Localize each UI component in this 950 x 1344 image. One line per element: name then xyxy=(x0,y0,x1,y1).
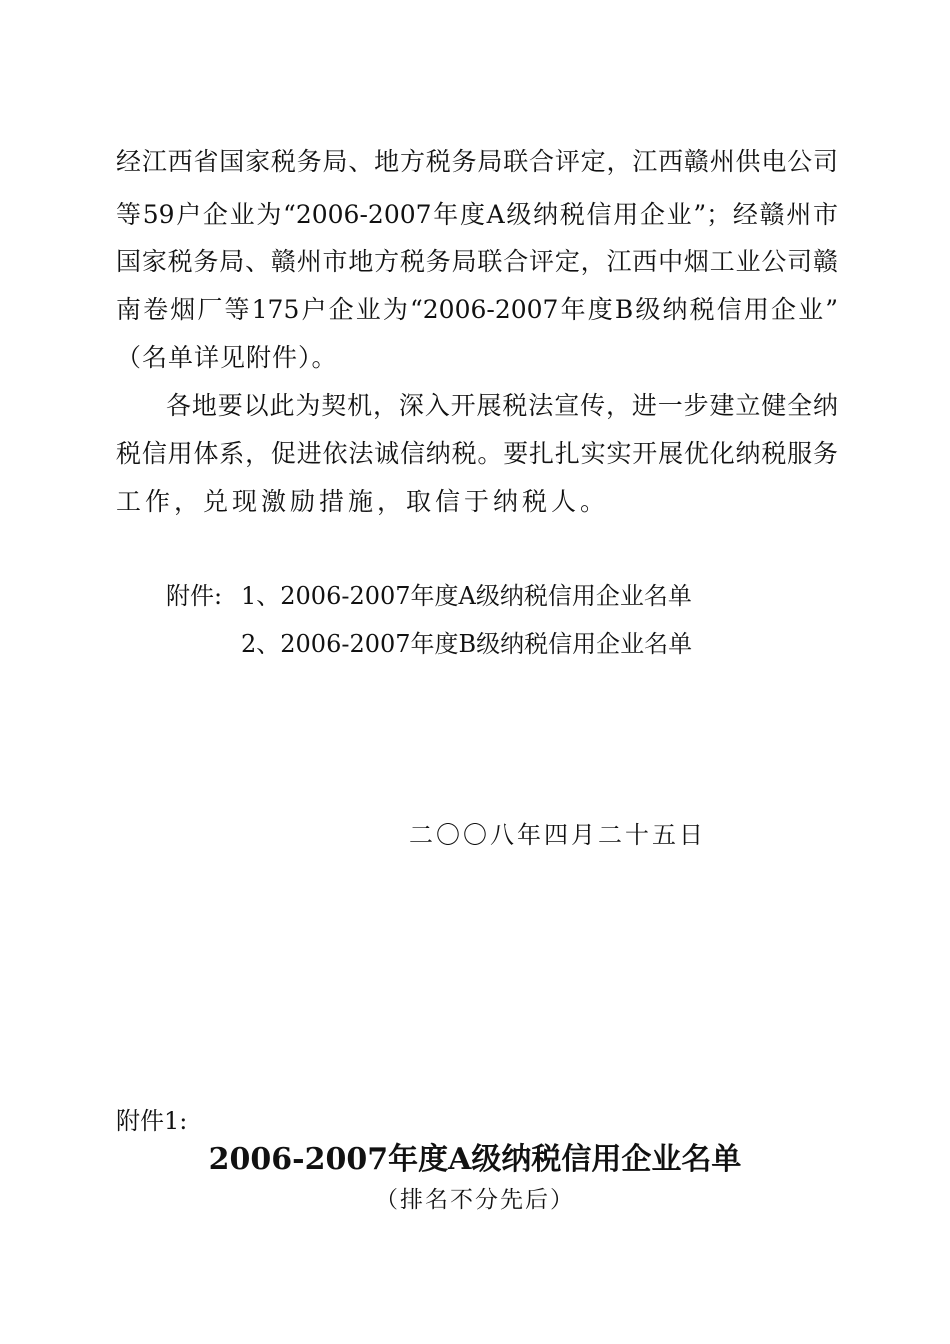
paragraph1-line2: 等59户企业为“2006-2007年度A级纳税信用企业”；经赣州市 xyxy=(116,200,838,229)
paragraph2-line3: 工作，兑现激励措施，取信于纳税人。 xyxy=(116,487,610,516)
appendix-title: 2006-2007年度A级纳税信用企业名单 xyxy=(208,1142,742,1177)
paragraph1-line1: 经江西省国家税务局、地方税务局联合评定，江西赣州供电公司 xyxy=(116,147,838,176)
attachment-item-2: 2、2006-2007年度B级纳税信用企业名单 xyxy=(241,630,693,658)
appendix-label: 附件1: xyxy=(116,1107,188,1135)
paragraph1-line4: 南卷烟厂等175户企业为“2006-2007年度B级纳税信用企业” xyxy=(116,295,838,324)
paragraph2-line1: 各地要以此为契机，深入开展税法宣传，进一步建立健全纳 xyxy=(166,391,838,420)
paragraph2-line2: 税信用体系，促进依法诚信纳税。要扎扎实实开展优化纳税服务 xyxy=(116,439,838,468)
appendix-subtitle: （排名不分先后） xyxy=(375,1187,575,1213)
paragraph1-line3: 国家税务局、赣州市地方税务局联合评定，江西中烟工业公司赣 xyxy=(116,247,838,276)
paragraph1-line5: （名单详见附件）。 xyxy=(116,343,338,372)
attachments-label: 附件: xyxy=(166,582,223,610)
document-date: 二〇〇八年四月二十五日 xyxy=(409,821,706,849)
attachment-item-1: 1、2006-2007年度A级纳税信用企业名单 xyxy=(241,582,692,610)
